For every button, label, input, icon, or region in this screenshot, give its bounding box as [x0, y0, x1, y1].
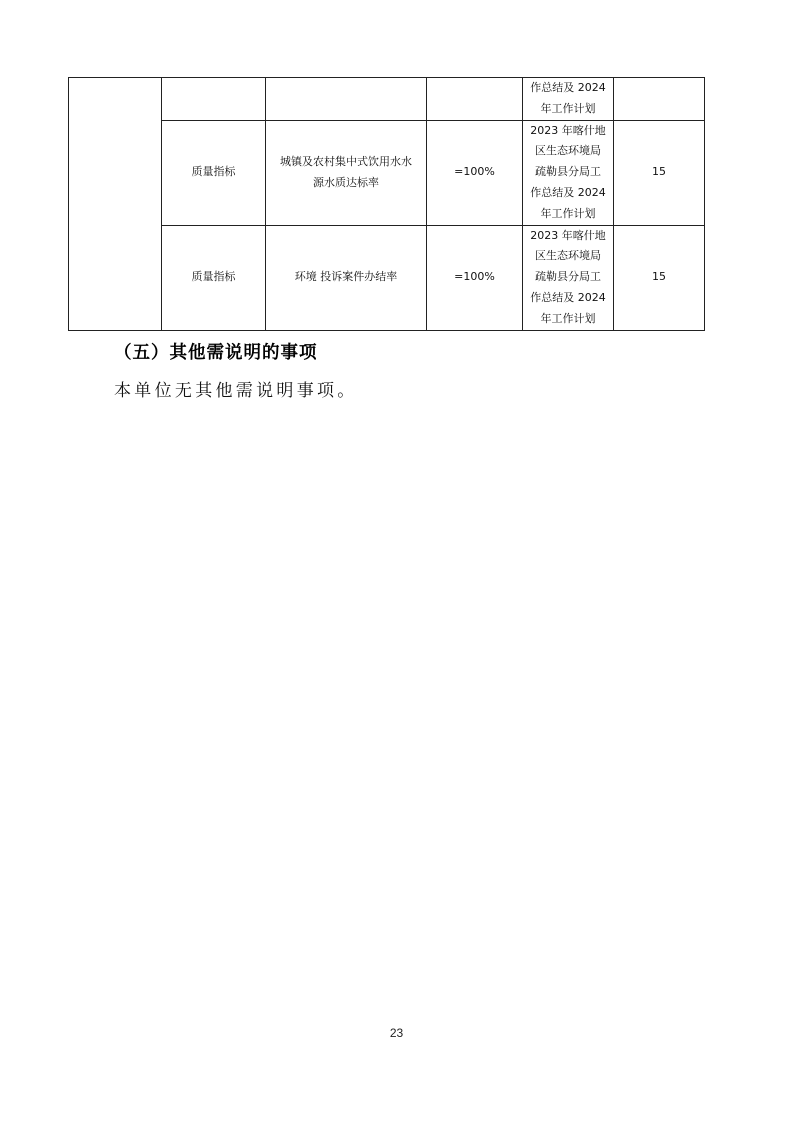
source-line: 疏勒县分局工 — [535, 165, 601, 179]
section-heading: （五）其他需说明的事项 — [114, 343, 318, 363]
table-row — [69, 225, 705, 330]
source-cell — [523, 78, 614, 121]
target-value-cell: =100% — [427, 225, 523, 330]
table-row — [69, 120, 705, 225]
category-cell: 质量指标 — [162, 120, 266, 225]
indicator-line: 城镇及农村集中式饮用水水 — [280, 154, 412, 168]
indicator-cell — [266, 225, 427, 330]
source-line: 年工作计划 — [540, 101, 596, 115]
source-line: 疏勒县分局工 — [535, 270, 601, 284]
indicator-line: 源水质达标率 — [313, 175, 379, 189]
source-line: 2023 年喀什地 — [530, 228, 606, 242]
source-line: 区生态环境局 — [535, 249, 601, 263]
target-value-cell — [427, 78, 523, 121]
section-body-text: 本单位无其他需说明事项。 — [114, 381, 358, 401]
target-value-cell: =100% — [427, 120, 523, 225]
category-cell — [162, 78, 266, 121]
page-number: 23 — [389, 1026, 404, 1040]
score-cell: 15 — [614, 225, 705, 330]
indicator-line: 环境 投诉案件办结率 — [294, 270, 398, 284]
source-cell — [523, 120, 614, 225]
indicator-cell — [266, 78, 427, 121]
category-cell: 质量指标 — [162, 225, 266, 330]
source-line: 区生态环境局 — [535, 144, 601, 158]
source-line: 作总结及 2024 — [530, 185, 606, 199]
performance-indicators-table — [68, 77, 705, 331]
source-line: 年工作计划 — [540, 206, 596, 220]
score-cell — [614, 78, 705, 121]
source-line: 作总结及 2024 — [530, 81, 606, 94]
table-row — [69, 78, 705, 121]
source-line: 年工作计划 — [540, 311, 596, 325]
merged-left-cell — [69, 78, 162, 331]
source-line: 作总结及 2024 — [530, 290, 606, 304]
source-cell — [523, 225, 614, 330]
source-line: 2023 年喀什地 — [530, 123, 606, 137]
indicator-cell — [266, 120, 427, 225]
score-cell: 15 — [614, 120, 705, 225]
